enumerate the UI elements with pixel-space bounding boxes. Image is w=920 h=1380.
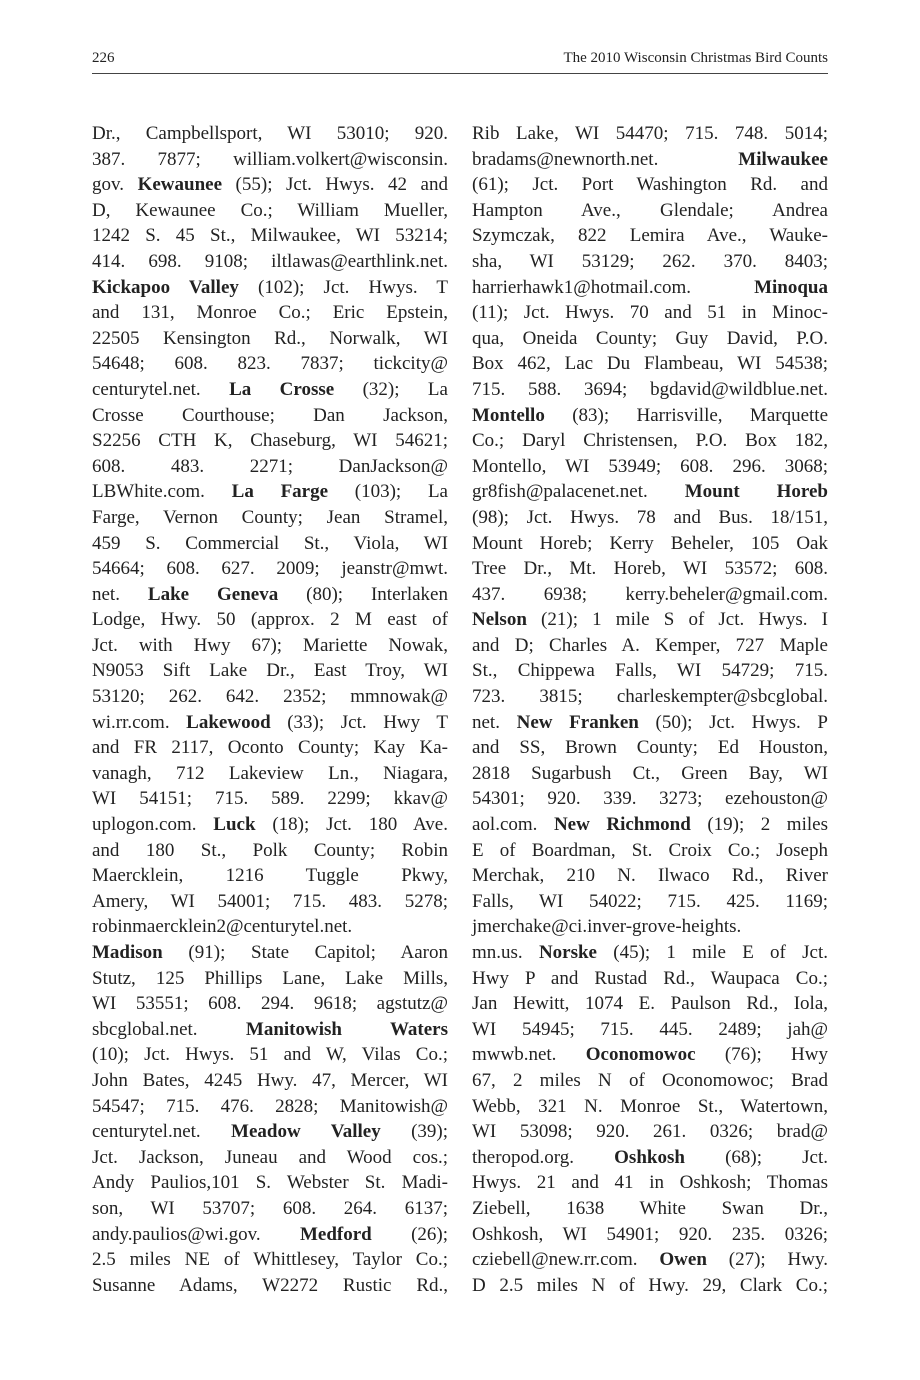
text-line [92, 1017, 448, 1043]
text-run: Maercklein, 1216 Tuggle Pkwy, [92, 865, 448, 887]
text-line [472, 1068, 828, 1094]
text-run: 2818 Sugarbush Ct., Green Bay, WI [472, 762, 828, 784]
text-line [472, 710, 828, 736]
text-run: sha, WI 53129; 262. 370. 8403; [472, 250, 828, 272]
text-line [472, 556, 828, 582]
text-line [92, 914, 448, 940]
text-run: Jct. with Hwy 67); Mariette Nowak, [92, 634, 448, 656]
text-line [92, 223, 448, 249]
running-title: The 2010 Wisconsin Christmas Bird Counts [563, 50, 828, 66]
text-run: (11); Jct. Hwys. 70 and 51 in Minoc- [472, 302, 828, 324]
text-line [472, 300, 828, 326]
text-line [92, 351, 448, 377]
text-run: N9053 Sift Lake Dr., East Troy, WI [92, 660, 448, 682]
text-line [472, 1017, 828, 1043]
text-line [92, 1273, 448, 1299]
text-line [472, 1247, 828, 1273]
text-run: Mount Horeb; Kerry Beheler, 105 Oak [472, 532, 828, 554]
text-run: 1242 S. 45 St., Milwaukee, WI 53214; [92, 225, 448, 247]
text-run: LBWhite.com. [92, 481, 232, 503]
text-run: Co.; Daryl Christensen, P.O. Box 182, [472, 430, 828, 452]
text-line [472, 454, 828, 480]
text-run: 723. 3815; charleskempter@sbcglobal. [472, 686, 828, 708]
text-line [472, 249, 828, 275]
text-line [472, 147, 828, 173]
text-run: qua, Oneida County; Guy David, P.O. [472, 327, 828, 349]
count-name: Lakewood [186, 711, 271, 733]
text-run: gov. [92, 174, 138, 196]
text-line [92, 249, 448, 275]
text-line [472, 684, 828, 710]
text-run: Jct. Jackson, Juneau and Wood cos.; [92, 1146, 448, 1168]
text-run: sbcglobal.net. [92, 1018, 246, 1040]
text-run: and SS, Brown County; Ed Houston, [472, 737, 828, 759]
right-text-column [472, 121, 828, 1298]
count-name: Lake Geneva [147, 583, 279, 605]
text-line [92, 1170, 448, 1196]
text-run: Box 462, Lac Du Flambeau, WI 54538; [472, 353, 828, 375]
text-line [92, 812, 448, 838]
text-line [92, 863, 448, 889]
text-line [472, 1273, 828, 1299]
text-run: WI 54945; 715. 445. 2489; jah@ [472, 1018, 828, 1040]
text-run: Lodge, Hwy. 50 (approx. 2 M east of [92, 609, 448, 631]
text-run: (76); Hwy [695, 1044, 828, 1066]
text-run: Falls, WI 54022; 715. 425. 1169; [472, 890, 828, 912]
text-run: WI 53098; 920. 261. 0326; brad@ [472, 1121, 828, 1143]
count-name: La Farge [231, 481, 329, 503]
text-run: (103); La [328, 481, 448, 503]
text-line [92, 1222, 448, 1248]
text-line [92, 1094, 448, 1120]
text-line [472, 479, 828, 505]
text-run: Hwy P and Rustad Rd., Waupaca Co.; [472, 967, 828, 989]
text-run: 459 S. Commercial St., Viola, WI [92, 532, 448, 554]
text-line [92, 300, 448, 326]
text-run: (27); Hwy. [706, 1249, 828, 1271]
text-line [92, 991, 448, 1017]
text-line [92, 889, 448, 915]
text-line [92, 198, 448, 224]
text-run: 54648; 608. 823. 7837; tickcity@ [92, 353, 448, 375]
text-line [472, 198, 828, 224]
text-run: (98); Jct. Hwys. 78 and Bus. 18/151, [472, 506, 828, 528]
text-run: Rib Lake, WI 54470; 715. 748. 5014; [472, 123, 828, 144]
text-line [92, 479, 448, 505]
text-run: bradams@newnorth.net. [472, 148, 739, 170]
text-line [472, 1170, 828, 1196]
text-line [92, 607, 448, 633]
text-run: mn.us. [472, 942, 539, 963]
text-run: aol.com. [472, 814, 554, 836]
text-run: Dr., Campbellsport, WI 53010; 920. [92, 123, 448, 144]
text-run: 608. 483. 2271; DanJackson@ [92, 455, 448, 477]
text-line [92, 582, 448, 608]
text-run: (83); Harrisville, Marquette [544, 404, 828, 426]
text-line [92, 147, 448, 173]
text-run: S2256 CTH K, Chaseburg, WI 54621; [92, 430, 448, 452]
text-run: Szymczak, 822 Lemira Ave., Wauke- [472, 225, 828, 247]
count-name: Milwaukee [738, 148, 828, 170]
text-run: mwwb.net. [472, 1044, 586, 1066]
text-run: Hwys. 21 and 41 in Oshkosh; Thomas [472, 1172, 828, 1194]
text-run: Montello, WI 53949; 608. 296. 3068; [472, 455, 828, 477]
text-line [92, 1068, 448, 1094]
count-name: New Franken [516, 711, 639, 733]
text-run: D, Kewaunee Co.; William Mueller, [92, 199, 448, 221]
text-line [472, 889, 828, 915]
text-line [472, 966, 828, 992]
text-line [472, 863, 828, 889]
text-run: Oshkosh, WI 54901; 920. 235. 0326; [472, 1223, 828, 1245]
text-line [472, 658, 828, 684]
text-line [472, 377, 828, 403]
text-run: D 2.5 miles N of Hwy. 29, Clark Co.; [472, 1274, 828, 1296]
text-line [92, 1119, 448, 1145]
text-line [92, 633, 448, 659]
text-run: Merchak, 210 N. Ilwaco Rd., River [472, 865, 828, 887]
text-run: WI 54151; 715. 589. 2299; kkav@ [92, 788, 448, 810]
text-line [472, 633, 828, 659]
running-header [92, 50, 828, 74]
count-name: La Crosse [229, 378, 335, 400]
text-run: (33); Jct. Hwy T [270, 711, 448, 733]
text-line [472, 940, 828, 966]
text-line [92, 428, 448, 454]
left-text-column [92, 121, 448, 1298]
text-run: Stutz, 125 Phillips Lane, Lake Mills, [92, 967, 448, 989]
text-line [472, 991, 828, 1017]
text-run: wi.rr.com. [92, 711, 187, 733]
count-name: Montello [472, 404, 545, 426]
text-run: Webb, 321 N. Monroe St., Watertown, [472, 1095, 828, 1117]
text-line [92, 658, 448, 684]
text-line [92, 761, 448, 787]
text-line [92, 710, 448, 736]
text-run: 414. 698. 9108; iltlawas@earthlink.net. [92, 250, 448, 272]
text-line [92, 786, 448, 812]
text-run: jmerchake@ci.inver-grove-heights. [472, 916, 742, 938]
text-run: (10); Jct. Hwys. 51 and W, Vilas Co.; [92, 1044, 448, 1066]
count-name: New Richmond [553, 814, 691, 836]
text-line [472, 1119, 828, 1145]
text-line [92, 454, 448, 480]
count-name: Oconomowoc [585, 1044, 696, 1066]
text-line [92, 1145, 448, 1171]
text-run: 54664; 608. 627. 2009; jeanstr@mwt. [92, 558, 448, 580]
text-run: andy.paulios@wi.gov. [92, 1223, 300, 1245]
text-run: gr8fish@palacenet.net. [472, 481, 685, 503]
text-run: 53120; 262. 642. 2352; mmnowak@ [92, 686, 448, 708]
text-line [472, 1145, 828, 1171]
text-line [92, 966, 448, 992]
text-line [92, 531, 448, 557]
page-number: 226 [92, 50, 115, 66]
count-name: Kickapoo Valley [92, 276, 239, 298]
text-run: (102); Jct. Hwys. T [238, 276, 449, 298]
text-line [92, 275, 448, 301]
count-name: Owen [659, 1249, 707, 1271]
text-line [472, 172, 828, 198]
text-line [92, 1042, 448, 1068]
text-run: John Bates, 4245 Hwy. 47, Mercer, WI [92, 1069, 448, 1091]
text-line [92, 940, 448, 966]
text-line [472, 761, 828, 787]
text-run: (18); Jct. 180 Ave. [255, 814, 448, 836]
text-line [472, 531, 828, 557]
text-line [472, 582, 828, 608]
text-run: uplogon.com. [92, 814, 214, 836]
text-run: 437. 6938; kerry.beheler@gmail.com. [472, 583, 828, 605]
text-run: centurytel.net. [92, 1121, 232, 1143]
text-line [472, 607, 828, 633]
text-run: robinmaercklein2@centurytel.net. [92, 916, 353, 938]
text-run: 54301; 920. 339. 3273; ezehouston@ [472, 788, 828, 810]
text-line [92, 403, 448, 429]
count-name: Nelson [472, 609, 527, 631]
text-line [92, 1247, 448, 1273]
count-name: Luck [213, 814, 256, 836]
count-name: Oshkosh [614, 1146, 685, 1168]
text-line [92, 326, 448, 352]
text-line [92, 377, 448, 403]
text-run: centurytel.net. [92, 378, 230, 400]
count-name: Medford [299, 1223, 372, 1245]
text-run: (68); Jct. [684, 1146, 828, 1168]
text-line [472, 403, 828, 429]
text-run: 67, 2 miles N of Oconomowoc; Brad [472, 1069, 828, 1091]
text-run: Farge, Vernon County; Jean Stramel, [92, 506, 448, 528]
text-line [92, 684, 448, 710]
text-run: 387. 7877; william.volkert@wisconsin. [92, 148, 448, 170]
text-line [472, 1196, 828, 1222]
text-line [472, 223, 828, 249]
text-line [472, 326, 828, 352]
text-line [472, 1094, 828, 1120]
text-run: and 131, Monroe Co.; Eric Epstein, [92, 302, 448, 324]
text-run: 54547; 715. 476. 2828; Manitowish@ [92, 1095, 448, 1117]
text-run: Crosse Courthouse; Dan Jackson, [92, 404, 448, 426]
text-run: (55); Jct. Hwys. 42 and [222, 174, 448, 196]
text-run: (80); Interlaken [278, 583, 448, 605]
text-run: and FR 2117, Oconto County; Kay Ka- [92, 737, 448, 759]
text-run: son, WI 53707; 608. 264. 6137; [92, 1197, 448, 1219]
text-line [92, 172, 448, 198]
text-run: (32); La [334, 378, 448, 400]
text-line [472, 812, 828, 838]
count-name: Norske [538, 942, 597, 963]
text-run: E of Boardman, St. Croix Co.; Joseph [472, 839, 828, 861]
text-line [472, 121, 828, 147]
text-line [472, 735, 828, 761]
text-run: WI 53551; 608. 294. 9618; agstutz@ [92, 993, 448, 1015]
text-run: (91); State Capitol; Aaron [162, 942, 448, 963]
text-run: Jan Hewitt, 1074 E. Paulson Rd., Iola, [472, 993, 828, 1015]
count-name: Kewaunee [137, 174, 222, 196]
text-run: cziebell@new.rr.com. [472, 1249, 660, 1271]
text-run: and 180 St., Polk County; Robin [92, 839, 448, 861]
text-line [92, 556, 448, 582]
count-name: Minoqua [754, 276, 828, 298]
text-line [472, 505, 828, 531]
text-run: and D; Charles A. Kemper, 727 Maple [472, 634, 828, 656]
text-line [472, 786, 828, 812]
text-run: 22505 Kensington Rd., Norwalk, WI [92, 327, 448, 349]
text-run: harrierhawk1@hotmail.com. [472, 276, 755, 298]
text-line [472, 1042, 828, 1068]
header-rule [92, 73, 828, 74]
text-run: (61); Jct. Port Washington Rd. and [472, 174, 828, 196]
text-run: vanagh, 712 Lakeview Ln., Niagara, [92, 762, 448, 784]
text-run: net. [472, 711, 517, 733]
text-run: 2.5 miles NE of Whittlesey, Taylor Co.; [92, 1249, 448, 1271]
text-run: Amery, WI 54001; 715. 483. 5278; [92, 890, 448, 912]
count-name: Manitowish Waters [245, 1018, 449, 1040]
text-run: 715. 588. 3694; bgdavid@wildblue.net. [472, 378, 828, 400]
text-line [92, 121, 448, 147]
text-run: Susanne Adams, W2272 Rustic Rd., [92, 1274, 448, 1296]
text-line [472, 275, 828, 301]
text-run: Tree Dr., Mt. Horeb, WI 53572; 608. [472, 558, 828, 580]
count-name: Meadow Valley [231, 1121, 381, 1143]
text-run: (21); 1 mile S of Jct. Hwys. I [526, 609, 828, 631]
text-line [472, 1222, 828, 1248]
text-line [92, 735, 448, 761]
text-run: (39); [380, 1121, 449, 1143]
text-run: net. [92, 583, 148, 605]
text-run: (50); Jct. Hwys. P [638, 711, 828, 733]
text-line [92, 505, 448, 531]
text-run: (45); 1 mile E of Jct. [597, 942, 828, 963]
text-line [472, 914, 828, 940]
text-line [472, 351, 828, 377]
text-line [472, 428, 828, 454]
text-run: (19); 2 miles [690, 814, 828, 836]
text-run: (26); [371, 1223, 448, 1245]
text-run: Ziebell, 1638 White Swan Dr., [472, 1197, 828, 1219]
text-run: St., Chippewa Falls, WI 54729; 715. [472, 660, 828, 682]
count-name: Madison [92, 942, 163, 963]
text-line [92, 838, 448, 864]
text-line [92, 1196, 448, 1222]
text-line [472, 838, 828, 864]
count-name: Mount Horeb [684, 481, 828, 503]
text-run: Andy Paulios,101 S. Webster St. Madi- [92, 1172, 448, 1194]
text-run: Hampton Ave., Glendale; Andrea [472, 199, 828, 221]
text-run: theropod.org. [472, 1146, 615, 1168]
